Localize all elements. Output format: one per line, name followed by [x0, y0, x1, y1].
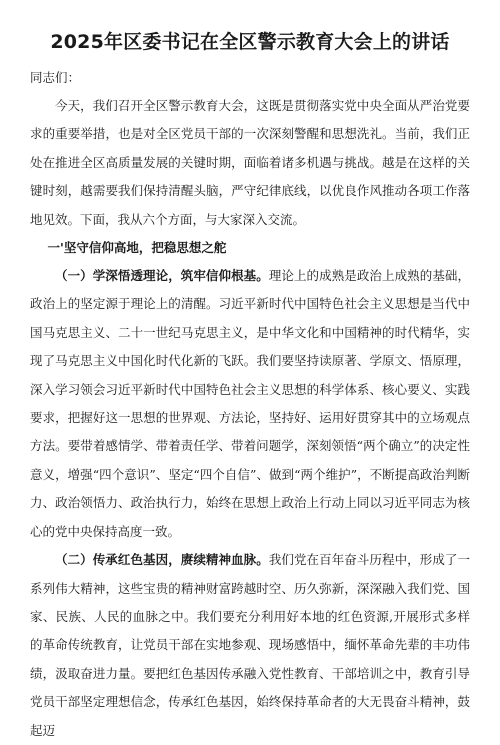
subsection-1-paragraph	[30, 262, 470, 546]
subsection-1-lead: （一）学深悟透理论，筑牢信仰根基。	[55, 268, 269, 284]
section-heading-1: 一'坚守信仰高地，把稳思想之舵	[47, 240, 227, 256]
subsection-2-text: 我们党在百年奋斗历程中，形成了一系列伟大精神，这些宝贵的精神财富跨越时空、历久弥新，深深融入我们党、国家、民族、人民的血脉之中。我们要充分利用好本地的红色资源,开展形式多样的革命传统教育，让党员干部在实地参观、现场感悟中，缅怀革命先辈的丰功伟绩，汲取奋进力量。要把红色基因传承融入党性教育、干部培训之中，教育引导党员干部坚定理想信念，传承红色基因，始终保持革命者的大无畏奋斗精神，鼓起迈	[30, 552, 470, 738]
subsection-1-text: 理论上的成熟是政治上成熟的基础，政治上的坚定源于理论上的清醒。习近平新时代中国特色社会主义思想是当代中国马克思主义、二十一世纪马克思主义，是中华文化和中国精神的时代精华，实现了马克思主义中国化时代化新的飞跃。我们要坚持读原著、学原文、悟原理，深入学习领会习近平新时代中国特色社会主义思想的科学体系、核心要义、实践要求，把握好这一思想的世界观、方法论，坚持好、运用好贯穿其中的立场观点方法。要带着感情学、带着责任学、带着问题学，深刻领悟“两个确立”的决定性意义，增强“四个意识”、坚定“四个自信”、做到“两个维护”，不断提高政治判断力、政治领悟力、政治执行力，始终在思想上政治上行动上同以习近平同志为核心的党中央保持高度一致。	[30, 268, 470, 539]
document-title: 2025年区委书记在全区警示教育大会上的讲话	[50, 31, 450, 53]
intro-paragraph: 今天，我们召开全区警示教育大会，这既是贯彻落实党中央全面从严治党要求的重要举措，也是对全区党员干部的一次深刻警醒和思想洗礼。当前，我们正处在推进全区高质量发展的关键时期，面临着诸多机遇与挑战。越是在这样的关键时刻，越需要我们保持清醒头脑，严守纪律底线，以优良作风推动各项工作落地见效。下面，我从六个方面，与大家深入交流。	[30, 98, 470, 227]
subsection-2-paragraph	[30, 546, 470, 745]
subsection-2-lead: （二）传承红色基因，赓续精神血脉。	[55, 552, 269, 568]
salutation: 同志们：	[30, 70, 81, 85]
